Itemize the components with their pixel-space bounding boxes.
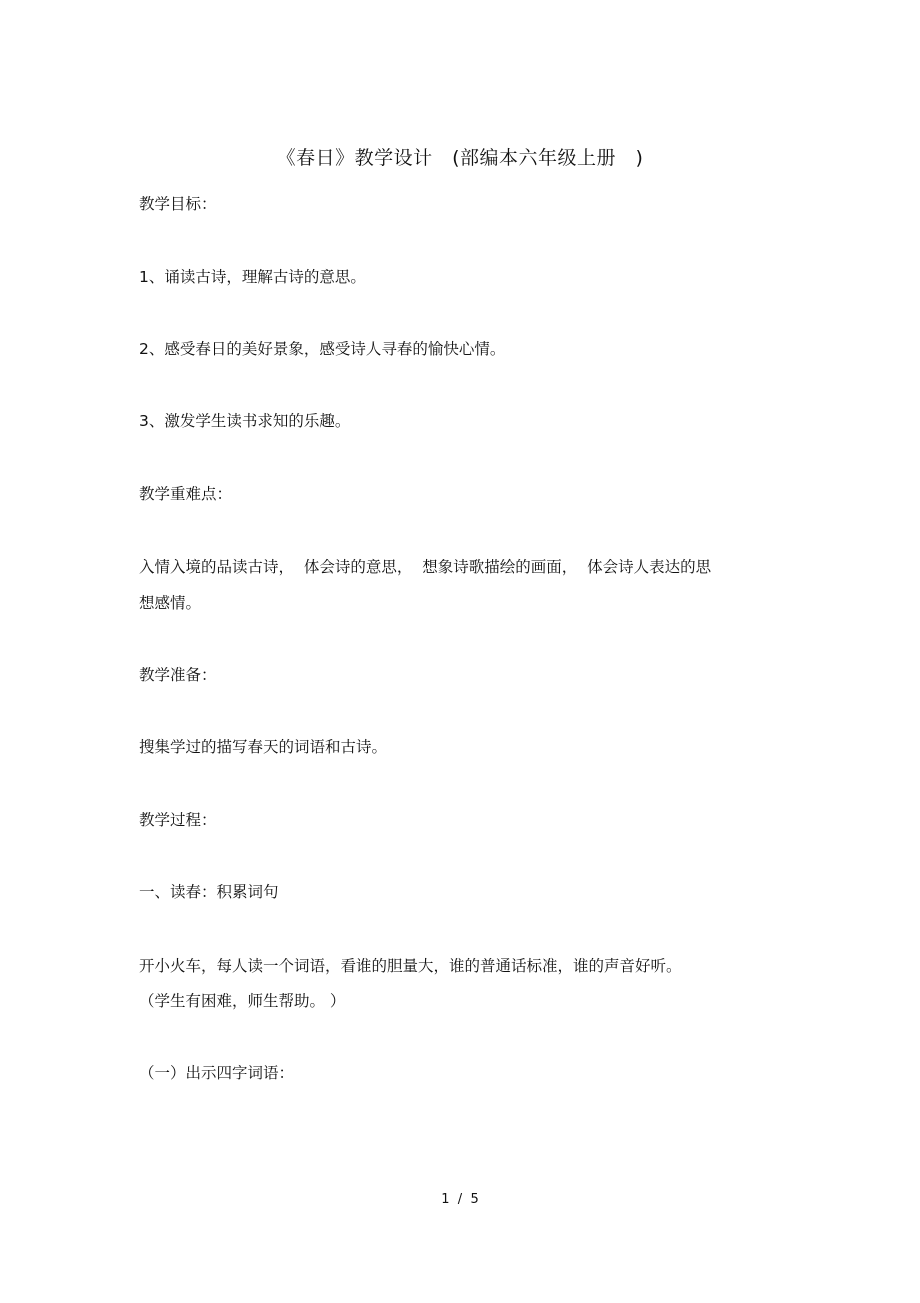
- page-number: 1 / 5: [441, 1192, 479, 1207]
- goal-item-3: 3、激发学生读书求知的乐趣。: [139, 412, 351, 430]
- goal-item-2: 2、感受春日的美好景象，感受诗人寻春的愉快心情。: [139, 340, 506, 358]
- process-paragraph-line-2: （学生有困难，师生帮助。 ）: [139, 992, 346, 1010]
- goal-item-1: 1、诵读古诗，理解古诗的意思。: [139, 268, 366, 286]
- process-heading: 教学过程：: [139, 811, 217, 829]
- process-section-one: 一、读春：积累词句: [139, 883, 279, 901]
- document-title: 《春日》教学设计 (部编本六年级上册 ): [276, 147, 644, 169]
- goals-heading: 教学目标：: [139, 195, 217, 213]
- preparation-text: 搜集学过的描写春天的词语和古诗。: [139, 738, 388, 756]
- process-paragraph-line-1: 开小火车，每人读一个词语，看谁的胆量大，谁的普通话标准，谁的声音好听。: [139, 957, 682, 975]
- key-points-line-2: 想感情。: [139, 594, 202, 612]
- process-subsection: （一）出示四字词语：: [139, 1064, 295, 1082]
- key-points-heading: 教学重难点：: [139, 485, 233, 503]
- key-points-line-1: 入情入境的品读古诗， 体会诗的意思， 想象诗歌描绘的画面， 体会诗人表达的思: [139, 558, 712, 576]
- preparation-heading: 教学准备：: [139, 666, 217, 684]
